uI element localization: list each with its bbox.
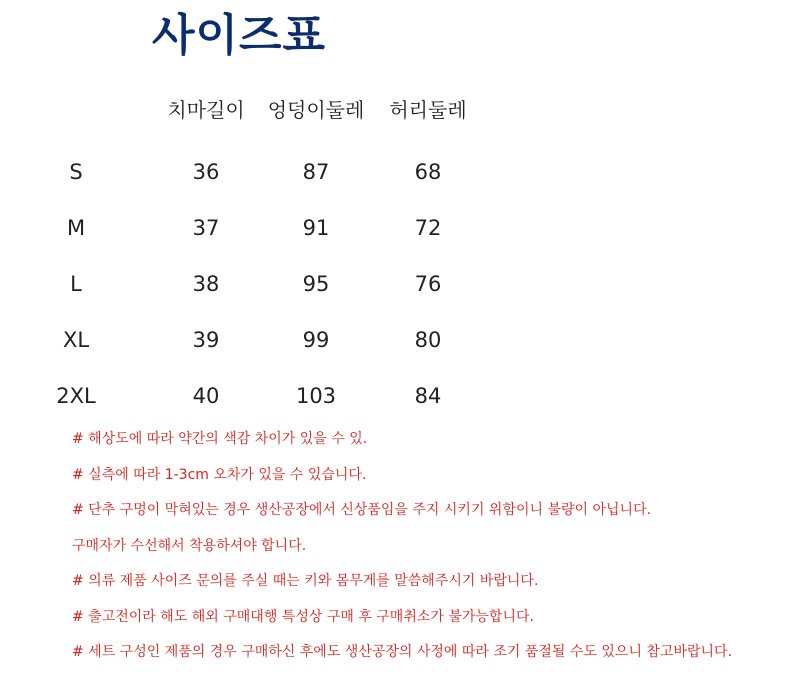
hip-value: 95: [302, 272, 330, 296]
table-row: [0, 266, 520, 322]
waist-value: 76: [414, 272, 442, 296]
notes-list: [72, 424, 792, 673]
note-size-inquiry: # 의류 제품 사이즈 문의를 주실 때는 키와 몸무게를 말씀해주시기 바랍니다.: [72, 573, 539, 589]
hip-value: 91: [302, 216, 330, 240]
note-color-difference: # 해상도에 따라 약간의 색감 차이가 있을 수 있.: [72, 431, 368, 447]
waist-value: 84: [414, 384, 442, 408]
note-early-soldout: # 세트 구성인 제품의 경우 구매하신 후에도 생산공장의 사정에 따라 조기 품절될 수도 있으니 참고바랍니다.: [72, 644, 733, 660]
hip-value: 103: [295, 384, 337, 408]
waist-value: 72: [414, 216, 442, 240]
skirt-length-value: 40: [192, 384, 220, 408]
size-table: [0, 92, 520, 434]
size-label: S: [69, 160, 83, 184]
size-label: XL: [62, 328, 90, 352]
header-skirt-length: 치마길이: [167, 98, 245, 122]
note-no-cancellation: # 출고전이라 해도 해외 구매대행 특성상 구매 후 구매취소가 불가능합니다.: [72, 608, 534, 625]
size-label: L: [70, 272, 82, 296]
skirt-length-value: 39: [192, 328, 220, 352]
header-hip-circumference: 엉덩이둘레: [267, 98, 365, 122]
note-alteration: 구매자가 수선해서 착용하셔야 합니다.: [72, 537, 307, 554]
table-row: [0, 210, 520, 266]
skirt-length-value: 38: [192, 272, 220, 296]
waist-value: 80: [414, 328, 442, 352]
table-row: [0, 154, 520, 210]
note-measurement-tolerance: # 실측에 따라 1-3cm 오차가 있을 수 있습니다.: [72, 466, 367, 483]
size-table-header: [0, 92, 520, 148]
skirt-length-value: 36: [192, 160, 220, 184]
table-row: [0, 322, 520, 378]
waist-value: 68: [414, 160, 442, 184]
page-title: 사이즈표: [152, 10, 327, 61]
size-label: 2XL: [56, 384, 96, 408]
note-button-holes: # 단추 구멍이 막혀있는 경우 생산공장에서 신상품임을 주지 시키기 위함이니 불량이 아닙니다.: [72, 502, 652, 518]
skirt-length-value: 37: [192, 216, 220, 240]
size-label: M: [66, 216, 86, 240]
hip-value: 99: [302, 328, 330, 352]
hip-value: 87: [302, 160, 330, 184]
header-waist-circumference: 허리둘레: [389, 98, 467, 122]
